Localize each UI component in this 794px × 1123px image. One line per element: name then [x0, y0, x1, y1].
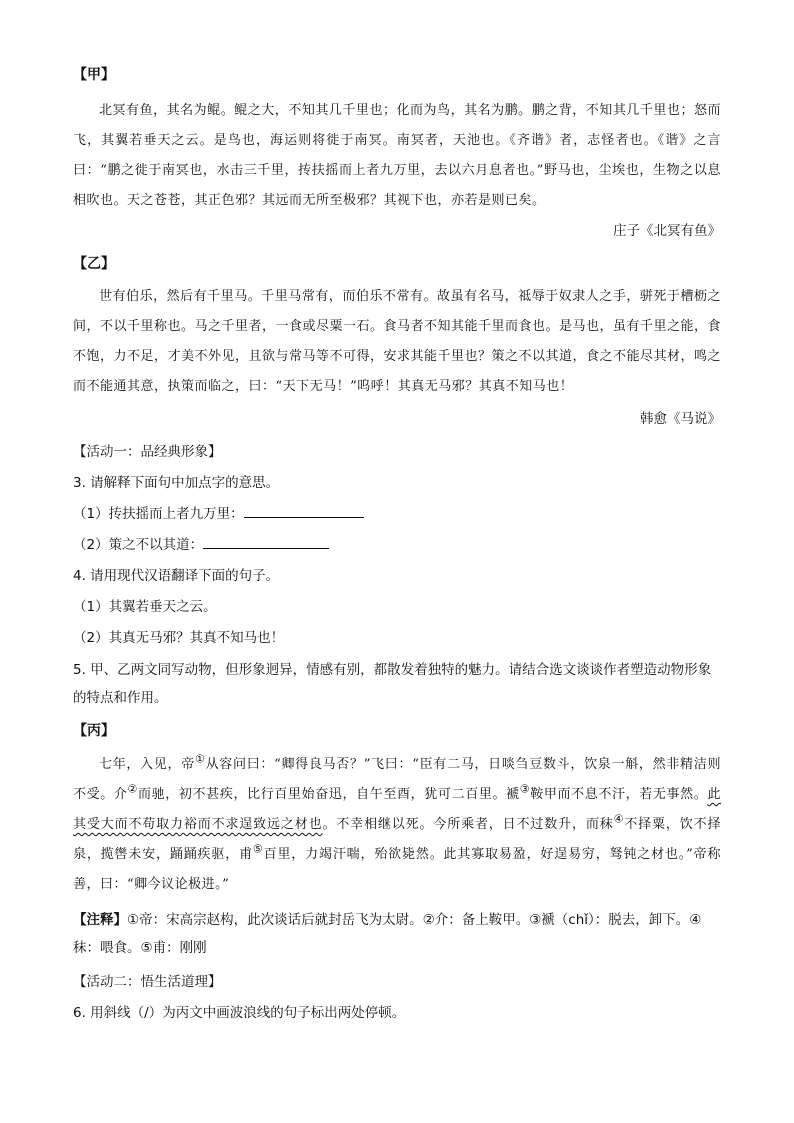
bing-text-6: 不择粟，饮不择泉，揽辔未安，踊踊疾驱，甫: [73, 817, 721, 862]
annotations-text: ①帝：宋高宗赵构，此次谈话后就封岳飞为太尉。②介：备上鞍甲。③褫（chǐ）：脱去，卸下。④秣：喂食。⑤甫：刚刚: [73, 912, 702, 956]
section-bing-header: 【丙】: [73, 723, 115, 739]
wavy-underlined-sentence: 此其受大而不苟取力裕而不求逞致远之材也: [73, 787, 721, 832]
question-6: 6. 用斜线（/）为丙文中画波浪线的句子标出两处停顿。: [73, 1005, 406, 1021]
activity2-header: 【活动二：悟生活道理】: [73, 974, 222, 990]
question-4-2: （2）其真无马邪？其真不知马也！: [73, 630, 285, 646]
note-marker-2: ②: [127, 782, 139, 796]
annotations: [73, 906, 721, 962]
note-marker-3: ③: [519, 782, 531, 796]
question-3-2-text: （2）策之不以其道：: [73, 537, 204, 553]
section-yi-header: 【乙】: [73, 256, 115, 272]
bing-text-5: 。不幸相继以死。今所乘者，日不过数升，而秣: [322, 817, 614, 832]
section-bing-passage: [73, 750, 721, 900]
activity1-header: 【活动一：品经典形象】: [73, 444, 222, 460]
note-marker-5: ⑤: [252, 842, 264, 856]
note-marker-4: ④: [613, 812, 625, 826]
question-3-1: [73, 503, 721, 525]
note-marker-1: ①: [194, 752, 206, 766]
answer-blank-3-2[interactable]: [203, 534, 329, 549]
bing-text-1: 七年，入见，帝: [99, 757, 195, 772]
section-yi-passage: 世有伯乐，然后有千里马。千里马常有，而伯乐不常有。故虽有名马，祗辱于奴隶人之手，骈死于槽枥之间，不以千里称也。马之千里者，一食或尽粟一石。食马者不知其能千里而食也。是马也，虽有千里之能，食不饱，力不足，才美不外见，且欲与常马等不可得，安求其能千里也？策之不以其道，食之不能尽其材，鸣之而不能通其意，执策而临之，曰：“天下无马！”呜呼！其真无马邪？其真不知马也！: [73, 289, 722, 394]
question-4-1: （1）其翼若垂天之云。: [73, 599, 217, 615]
answer-blank-3-1[interactable]: [244, 503, 364, 518]
bing-text-4: 鞍甲而不息不汗，若无事然。: [530, 787, 708, 802]
question-4: 4. 请用现代汉语翻译下面的句子。: [73, 568, 280, 584]
bing-text-7: 百里，力竭汗喘，殆欲毙然。此其寡取易盈，好逞易穷，驽钝之材也。”帝称善，曰：“卿今议论极进。”: [73, 847, 721, 892]
question-3-2: [73, 534, 721, 556]
annotations-label: 【注释】: [73, 912, 127, 928]
section-yi-source: 韩愈《马说》: [640, 411, 721, 427]
section-jia-passage: 北冥有鱼，其名为鲲。鲲之大，不知其几千里也；化而为鸟，其名为鹏。鹏之背，不知其几千里也；怒而飞，其翼若垂天之云。是鸟也，海运则将徙于南冥。南冥者，天池也。《齐谐》者，志怪者也。《谐》之言曰：“鹏之徙于南冥也，水击三千里，抟扶摇而上者九万里，去以六月息者也。”野马也，尘埃也，生物之以息相吹也。天之苍苍，其正色邪？其远而无所至极邪？其视下也，亦若是则已矣。: [73, 103, 721, 208]
question-5: 5. 甲、乙两文同写动物，但形象迥异，情感有别，都散发着独特的魅力。请结合选文谈谈作者塑造动物形象的特点和作用。: [73, 662, 712, 706]
section-jia-header: 【甲】: [73, 67, 115, 83]
section-jia-source: 庄子《北冥有鱼》: [613, 223, 721, 239]
question-3: 3. 请解释下面句中加点字的意思。: [73, 475, 280, 491]
question-3-1-text: （1）抟扶摇而上者九万里：: [73, 506, 244, 522]
bing-text-2: 从容问曰：“卿得良马否？”飞曰：“臣有二马，日啖刍豆数斗，饮泉一斛，然非精洁则不受。介: [73, 757, 721, 802]
bing-text-3: 而驰，初不甚疾，比行百里始奋迅，自午至酉，犹可二百里。褫: [138, 787, 520, 802]
